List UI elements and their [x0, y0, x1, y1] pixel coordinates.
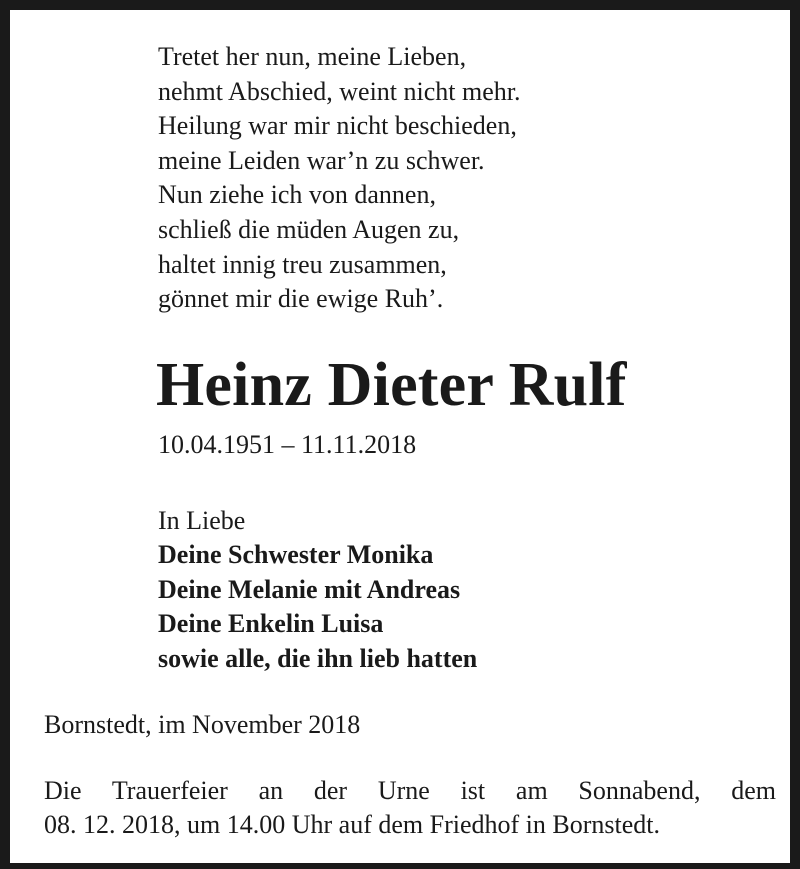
funeral-info-line: 08. 12. 2018, um 14.00 Uhr auf dem Friedhof in Bornstedt.	[44, 810, 660, 839]
poem-line: meine Leiden war’n zu schwer.	[158, 145, 485, 175]
mourners-block	[158, 504, 477, 676]
mourner-name: Deine Melanie mit Andreas	[158, 574, 461, 604]
poem-line: Tretet her nun, meine Lieben,	[158, 42, 467, 71]
poem	[158, 40, 521, 317]
deceased-name: Heinz Dieter Rulf	[156, 351, 627, 419]
mourner-name: sowie alle, die ihn lieb hatten	[158, 643, 478, 673]
mourner-name: Deine Schwester Monika	[158, 540, 434, 570]
funeral-info-line: Die Trauerfeier an der Urne ist am Sonnabend, dem	[44, 776, 776, 805]
place-and-date: Bornstedt, im November 2018	[44, 710, 361, 739]
poem-line: haltet innig treu zusammen,	[158, 249, 447, 279]
poem-line: gönnet mir die ewige Ruh’.	[158, 284, 444, 314]
funeral-info	[44, 774, 776, 842]
mourner-name: Deine Enkelin Luisa	[158, 609, 384, 639]
poem-line: Heilung war mir nicht beschieden,	[158, 111, 517, 141]
poem-line: schließ die müden Augen zu,	[158, 214, 460, 244]
poem-line: Nun ziehe ich von dannen,	[158, 180, 436, 210]
poem-line: nehmt Abschied, weint nicht mehr.	[158, 76, 521, 106]
life-dates: 10.04.1951 – 11.11.2018	[158, 430, 417, 459]
mourners-intro: In Liebe	[158, 506, 246, 535]
